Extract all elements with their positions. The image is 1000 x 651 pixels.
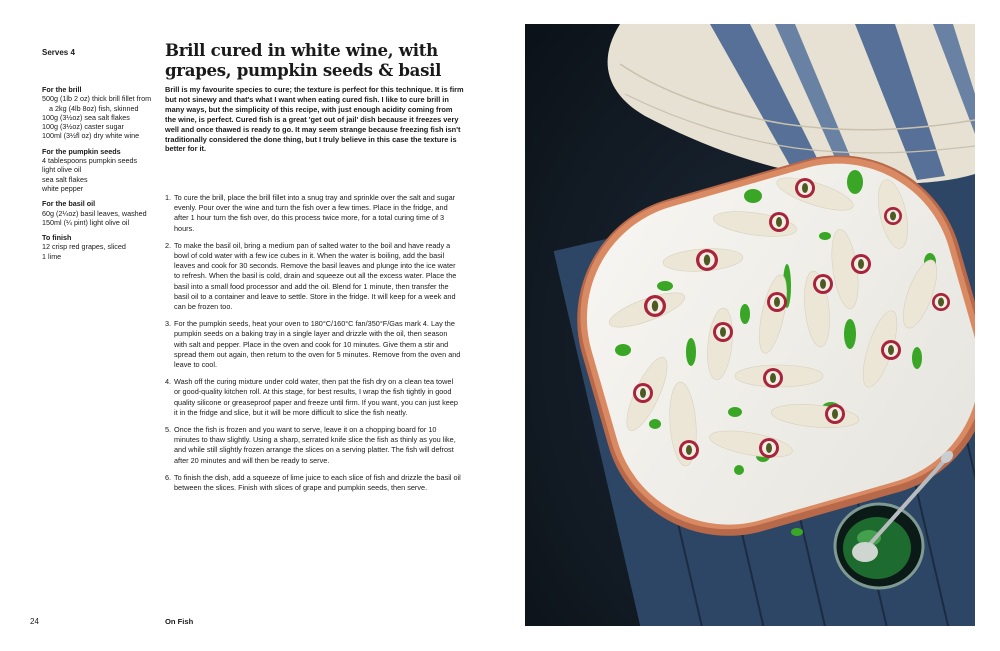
step-number: 5. <box>165 425 172 435</box>
ingredient-item: 12 crisp red grapes, sliced <box>42 242 126 252</box>
ingredient-item: 500g (1lb 2 oz) thick brill fillet from a 2kg (4lb 8oz) fish, skinned <box>42 94 152 113</box>
ingredient-group <box>42 199 157 227</box>
ingredient-group <box>42 233 157 261</box>
ingredient-group-heading: For the pumpkin seeds <box>42 146 121 156</box>
recipe-intro: Brill is my favourite species to cure; the texture is perfect for this technique. It is firm but not sinewy and that's what I want when eating cured fish. I like to cure brill in many ways, but the simplicity of this recipe, with just enough acidity coming from the wine, is perfect. Cured fish is a great 'get out of jail' dish because it freezes very well and once thawed is ready to go. It may seem strange because freezing fish isn't traditionally considered the done thing, but I truly believe in this case the texture is better for it. <box>165 85 464 154</box>
ingredients-list <box>42 85 157 267</box>
ingredient-item: light olive oil <box>42 165 82 175</box>
step-number: 2. <box>165 240 172 250</box>
ingredient-item: sea salt flakes <box>42 174 88 184</box>
method-step <box>165 241 461 312</box>
food-photo <box>525 24 975 626</box>
method-step <box>165 193 461 234</box>
serves-label: Serves 4 <box>42 48 75 57</box>
ingredient-group-heading: For the basil oil <box>42 199 96 209</box>
page-number: 24 <box>30 617 39 626</box>
ingredient-item: 100g (3½oz) sea salt flakes <box>42 112 130 122</box>
ingredient-item: 4 tablespoons pumpkin seeds <box>42 156 138 166</box>
step-text: To make the basil oil, bring a medium pan of salted water to the boil and have ready a bowl of cold water with a few ice cubes in it. When the water is boiling, add the basil leaves and cook for 30 seconds. Remove the basil leaves and plunge into the ice water to refresh. When the basil is cold, drain and squeeze out all the excess water. Place the basil into a small food processor and add the oil. Blend for 1 minute, then transfer the basil oil to a container and leave to settle. Store in the fridge. It will keep for a week and can be frozen too. <box>174 240 457 312</box>
running-footer: On Fish <box>165 617 194 626</box>
method-steps <box>165 193 461 500</box>
step-text: Wash off the curing mixture under cold water, then pat the fish dry on a clean tea towel or good-quality kitchen roll. At this stage, for best results, I wrap the fish tightly in good quality silicone or greaseproof paper and freeze until firm. If you want, you can just keep it in the fridge and slice, but it will be more difficult to slice the fish neatly. <box>174 377 458 417</box>
step-number: 4. <box>165 377 172 387</box>
ingredient-item: 150ml (¼ pint) light olive oil <box>42 217 130 227</box>
ingredient-group-heading: For the brill <box>42 85 82 94</box>
step-number: 6. <box>165 472 172 482</box>
method-step <box>165 319 461 370</box>
ingredient-group <box>42 85 157 141</box>
recipe-title: Brill cured in white wine, with grapes, pumpkin seeds & basil <box>165 40 442 80</box>
method-step <box>165 473 461 493</box>
method-step <box>165 377 461 418</box>
ingredient-group <box>42 147 157 193</box>
step-text: To finish the dish, add a squeeze of lime juice to each slice of fish and drizzle the basil oil between the slices. Finish with slices of grape and pumpkin seeds, then serve. <box>174 472 461 493</box>
step-text: Once the fish is frozen and you want to serve, leave it on a chopping board for 10 minutes to thaw slightly. Using a sharp, serrated knife slice the fish as thinly as you like, and while still slightly frozen arrange the slices on a serving platter. The fish will defrost after 20 minutes and will then be ready to serve. <box>174 425 456 465</box>
ingredient-item: 60g (2¼oz) basil leaves, washed <box>42 208 147 218</box>
ingredient-item: 100ml (3½fl oz) dry white wine <box>42 131 140 141</box>
ingredient-group-heading: To finish <box>42 233 72 243</box>
step-number: 1. <box>165 193 172 202</box>
step-text: For the pumpkin seeds, heat your oven to 180°C/160°C fan/350°F/Gas mark 4. Lay the pumpkin seeds on a baking tray in a single layer and drizzle with the oil, then season with salt and pepper. Place in the oven and cook for 10 minutes. Give them a stir and spread them out again, then return to the oven for 5 minutes. Remove from the oven and leave to cool. <box>174 319 461 370</box>
ingredient-item: 100g (3½oz) caster sugar <box>42 122 124 132</box>
step-number: 3. <box>165 319 172 329</box>
ingredient-item: white pepper <box>42 183 84 193</box>
ingredient-item: 1 lime <box>42 251 62 261</box>
step-text: To cure the brill, place the brill fillet into a snug tray and sprinkle over the salt and sugar evenly. Pour over the wine and turn the fish over a few times. Place in the fridge, and after 1 hour turn the fish over, do this process twice more, for a total curing time of 3 hours. <box>174 193 456 233</box>
method-step <box>165 425 461 466</box>
